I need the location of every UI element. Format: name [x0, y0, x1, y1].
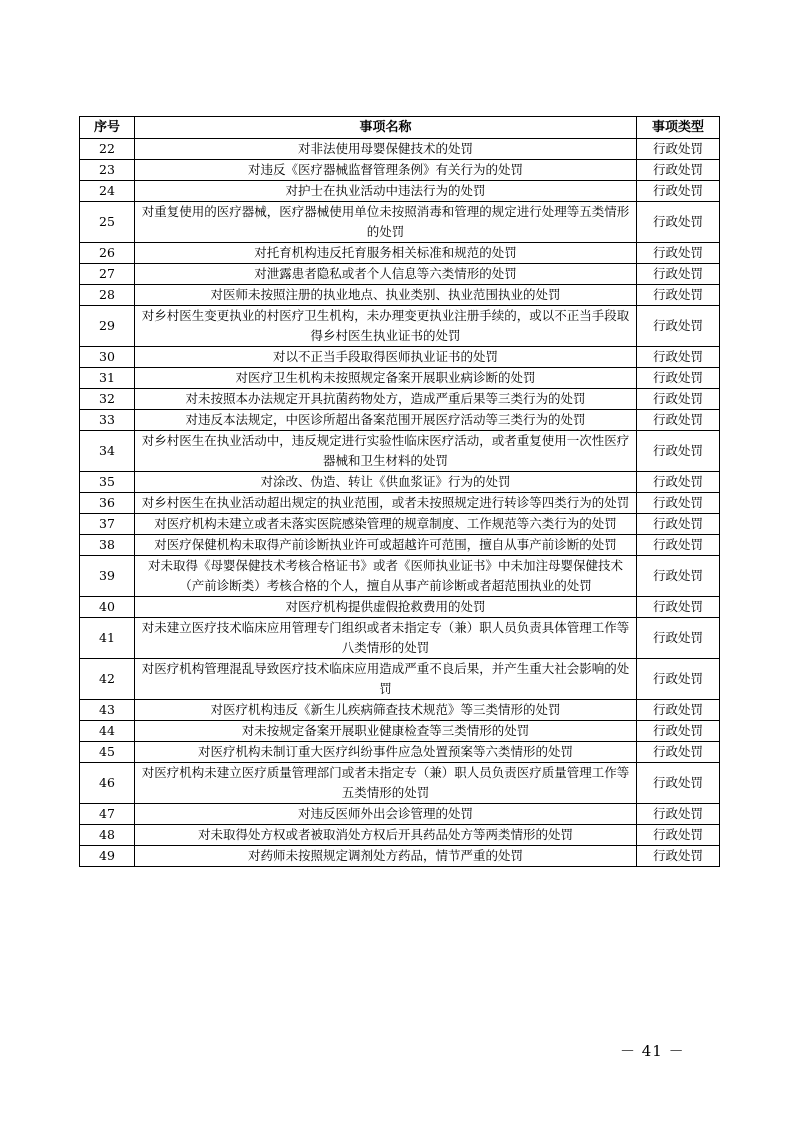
row-number: 43 — [80, 700, 135, 721]
table-row — [80, 721, 720, 742]
page-number: － 41 － — [620, 1042, 685, 1060]
table-row — [80, 306, 720, 347]
table-header-row — [80, 117, 720, 139]
table-row — [80, 472, 720, 493]
table-row — [80, 514, 720, 535]
row-matter-name: 对医疗机构违反《新生儿疾病筛查技术规范》等三类情形的处罚 — [135, 700, 637, 721]
row-matter-type: 行政处罚 — [637, 597, 720, 618]
row-number: 41 — [80, 618, 135, 659]
table-row — [80, 368, 720, 389]
row-matter-type: 行政处罚 — [637, 347, 720, 368]
row-number: 24 — [80, 181, 135, 202]
row-matter-name: 对违反本法规定，中医诊所超出备案范围开展医疗活动等三类行为的处罚 — [135, 410, 637, 431]
row-matter-name: 对医师未按照注册的执业地点、执业类别、执业范围执业的处罚 — [135, 285, 637, 306]
table-row — [80, 181, 720, 202]
row-number: 22 — [80, 139, 135, 160]
row-number: 31 — [80, 368, 135, 389]
table-row — [80, 659, 720, 700]
row-matter-type: 行政处罚 — [637, 139, 720, 160]
row-matter-name: 对医疗机构提供虚假抢救费用的处罚 — [135, 597, 637, 618]
row-matter-name: 对乡村医生在执业活动超出规定的执业范围，或者未按照规定进行转诊等四类行为的处罚 — [135, 493, 637, 514]
row-matter-name: 对重复使用的医疗器械，医疗器械使用单位未按照消毒和管理的规定进行处理等五类情形的处罚 — [135, 202, 637, 243]
row-matter-type: 行政处罚 — [637, 804, 720, 825]
table-row — [80, 700, 720, 721]
table-body — [80, 139, 720, 867]
row-matter-type: 行政处罚 — [637, 181, 720, 202]
row-matter-type: 行政处罚 — [637, 618, 720, 659]
table-row — [80, 825, 720, 846]
table-row — [80, 139, 720, 160]
row-matter-type: 行政处罚 — [637, 410, 720, 431]
row-number: 29 — [80, 306, 135, 347]
table-row — [80, 389, 720, 410]
table-row — [80, 597, 720, 618]
row-number: 26 — [80, 243, 135, 264]
row-matter-name: 对医疗卫生机构未按照规定备案开展职业病诊断的处罚 — [135, 368, 637, 389]
row-matter-type: 行政处罚 — [637, 431, 720, 472]
row-number: 36 — [80, 493, 135, 514]
row-matter-name: 对医疗机构未制订重大医疗纠纷事件应急处置预案等六类情形的处罚 — [135, 742, 637, 763]
row-matter-type: 行政处罚 — [637, 264, 720, 285]
row-number: 44 — [80, 721, 135, 742]
row-number: 28 — [80, 285, 135, 306]
row-matter-type: 行政处罚 — [637, 721, 720, 742]
row-number: 46 — [80, 763, 135, 804]
row-matter-name: 对违反医师外出会诊管理的处罚 — [135, 804, 637, 825]
row-number: 48 — [80, 825, 135, 846]
row-matter-name: 对以不正当手段取得医师执业证书的处罚 — [135, 347, 637, 368]
row-number: 47 — [80, 804, 135, 825]
row-matter-name: 对未取得处方权或者被取消处方权后开具药品处方等两类情形的处罚 — [135, 825, 637, 846]
table-row — [80, 618, 720, 659]
row-matter-name: 对泄露患者隐私或者个人信息等六类情形的处罚 — [135, 264, 637, 285]
header-name: 事项名称 — [135, 117, 637, 139]
row-matter-type: 行政处罚 — [637, 763, 720, 804]
row-matter-type: 行政处罚 — [637, 659, 720, 700]
row-number: 40 — [80, 597, 135, 618]
row-number: 38 — [80, 535, 135, 556]
row-matter-type: 行政处罚 — [637, 700, 720, 721]
row-matter-name: 对护士在执业活动中违法行为的处罚 — [135, 181, 637, 202]
row-matter-name: 对医疗机构管理混乱导致医疗技术临床应用造成严重不良后果，并产生重大社会影响的处罚 — [135, 659, 637, 700]
row-matter-type: 行政处罚 — [637, 514, 720, 535]
row-number: 35 — [80, 472, 135, 493]
row-matter-type: 行政处罚 — [637, 846, 720, 867]
row-matter-name: 对未按照本办法规定开具抗菌药物处方，造成严重后果等三类行为的处罚 — [135, 389, 637, 410]
table-row — [80, 556, 720, 597]
table-row — [80, 493, 720, 514]
row-matter-type: 行政处罚 — [637, 472, 720, 493]
row-matter-name: 对医疗保健机构未取得产前诊断执业许可或超越许可范围，擅自从事产前诊断的处罚 — [135, 535, 637, 556]
table-row — [80, 160, 720, 181]
row-matter-type: 行政处罚 — [637, 202, 720, 243]
row-number: 37 — [80, 514, 135, 535]
row-matter-name: 对托育机构违反托育服务相关标准和规范的处罚 — [135, 243, 637, 264]
row-number: 45 — [80, 742, 135, 763]
row-matter-name: 对乡村医生变更执业的村医疗卫生机构，未办理变更执业注册手续的，或以不正当手段取得乡村医生执业证书的处罚 — [135, 306, 637, 347]
row-matter-type: 行政处罚 — [637, 389, 720, 410]
row-number: 39 — [80, 556, 135, 597]
row-matter-name: 对未按规定备案开展职业健康检查等三类情形的处罚 — [135, 721, 637, 742]
row-matter-name: 对药师未按照规定调剂处方药品，情节严重的处罚 — [135, 846, 637, 867]
matters-table — [79, 116, 720, 867]
row-matter-name: 对未取得《母婴保健技术考核合格证书》或者《医师执业证书》中未加注母婴保健技术（产前诊断类）考核合格的个人，擅自从事产前诊断或者超范围执业的处罚 — [135, 556, 637, 597]
row-matter-type: 行政处罚 — [637, 285, 720, 306]
row-matter-name: 对乡村医生在执业活动中，违反规定进行实验性临床医疗活动，或者重复使用一次性医疗器械和卫生材料的处罚 — [135, 431, 637, 472]
row-matter-type: 行政处罚 — [637, 243, 720, 264]
row-number: 34 — [80, 431, 135, 472]
row-matter-type: 行政处罚 — [637, 306, 720, 347]
table-row — [80, 742, 720, 763]
row-matter-name: 对涂改、伪造、转让《供血浆证》行为的处罚 — [135, 472, 637, 493]
row-matter-name: 对医疗机构未建立医疗质量管理部门或者未指定专（兼）职人员负责医疗质量管理工作等五类情形的处罚 — [135, 763, 637, 804]
table-row — [80, 264, 720, 285]
table-row — [80, 410, 720, 431]
row-matter-type: 行政处罚 — [637, 493, 720, 514]
row-matter-type: 行政处罚 — [637, 368, 720, 389]
row-number: 30 — [80, 347, 135, 368]
table-row — [80, 846, 720, 867]
table-row — [80, 804, 720, 825]
row-matter-name: 对未建立医疗技术临床应用管理专门组织或者未指定专（兼）职人员负责具体管理工作等八类情形的处罚 — [135, 618, 637, 659]
table-row — [80, 243, 720, 264]
row-matter-name: 对违反《医疗器械监督管理条例》有关行为的处罚 — [135, 160, 637, 181]
table-row — [80, 347, 720, 368]
row-number: 32 — [80, 389, 135, 410]
header-no: 序号 — [80, 117, 135, 139]
header-type: 事项类型 — [637, 117, 720, 139]
row-matter-type: 行政处罚 — [637, 742, 720, 763]
table-row — [80, 535, 720, 556]
row-matter-name: 对医疗机构未建立或者未落实医院感染管理的规章制度、工作规范等六类行为的处罚 — [135, 514, 637, 535]
row-matter-type: 行政处罚 — [637, 535, 720, 556]
row-matter-type: 行政处罚 — [637, 825, 720, 846]
table-row — [80, 285, 720, 306]
row-matter-type: 行政处罚 — [637, 556, 720, 597]
row-number: 49 — [80, 846, 135, 867]
row-number: 23 — [80, 160, 135, 181]
row-number: 25 — [80, 202, 135, 243]
table-row — [80, 202, 720, 243]
row-number: 27 — [80, 264, 135, 285]
row-matter-name: 对非法使用母婴保健技术的处罚 — [135, 139, 637, 160]
row-matter-type: 行政处罚 — [637, 160, 720, 181]
table-row — [80, 763, 720, 804]
row-number: 33 — [80, 410, 135, 431]
row-number: 42 — [80, 659, 135, 700]
table-row — [80, 431, 720, 472]
